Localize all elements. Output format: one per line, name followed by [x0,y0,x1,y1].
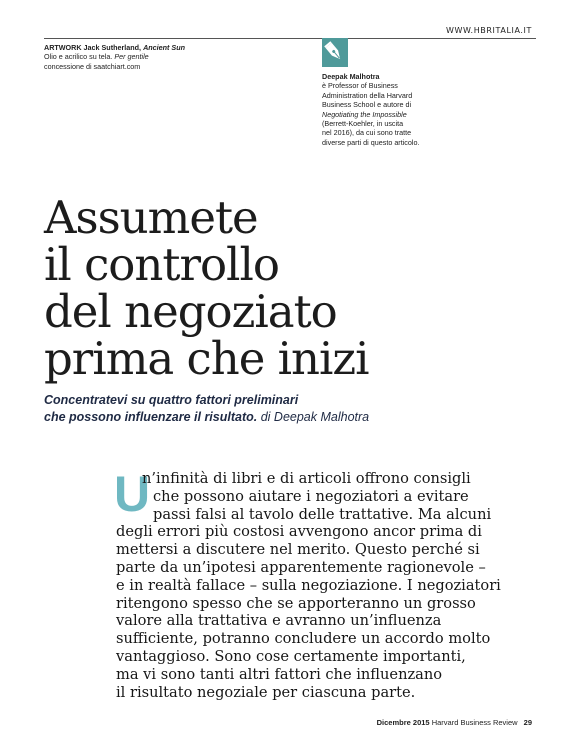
body-line: valore alla trattativa e avranno un’influenza [116,612,442,630]
author-bio-line: è Professor of Business [322,81,398,91]
byline: di Deepak Malhotra [260,410,370,424]
headline-line: prima che inizi [44,332,369,385]
body-line: parte da un’ipotesi apparentemente ragionevole – [116,558,486,576]
author-bio [322,72,472,147]
article-body [114,466,526,701]
credit-title: Ancient Sun [143,43,185,52]
body-line: sufficiente, potranno concludere un accordo molto [116,630,491,648]
author-bio-line: (Berrett-Koehler, in uscita [322,119,404,129]
author-bio-line: diverse parti di questo articolo. [322,137,420,147]
pen-nib-icon [322,38,348,67]
artwork-credit [44,43,244,71]
deck-line: che possono influenzare il risultato. [44,410,258,424]
body-line: degli errori più costosi avvengono ancor prima di [116,523,482,541]
body-line: che possono aiutare i negoziatori a evitare [153,487,469,505]
headline-line: il controllo [44,238,279,291]
deck-line: Concentratevi su quattro fattori preliminari [44,393,299,407]
page-footer [377,718,532,727]
body-line: ma vi sono tanti altri fattori che influenzano [116,665,443,683]
issue-date: Dicembre 2015 [376,718,430,727]
credit-label: ARTWORK [44,43,82,52]
body-line: mettersi a discutere nel merito. Questo perché si [116,541,480,559]
headline-line: del negoziato [44,285,337,338]
credit-courtesy: Per gentile [114,52,149,62]
article-headline [44,191,369,385]
credit-medium: Olio e acrilico su tela. [44,52,113,62]
page-number: 29 [523,718,532,727]
article-deck [44,392,464,426]
author-name: Deepak Malhotra [322,72,380,81]
drop-cap: U [114,466,151,522]
author-bio-line: nel 2016), da cui sono tratte [322,128,412,138]
credit-source: concessione di saatchiart.com [44,61,141,71]
credit-artist: Jack Sutherland, [83,43,142,52]
body-line: passi falsi al tavolo delle trattative. Ma alcuni [153,505,492,523]
site-url[interactable]: WWW.HBRITALIA.IT [445,26,532,35]
top-divider [44,38,536,39]
headline-line: Assumete [44,191,258,244]
author-bio-line: Business School e autore di [322,100,412,110]
body-line: il risultato negoziale per ciascuna parte. [116,683,416,701]
body-line: n’infinità di libri e di articoli offrono consigli [142,470,471,487]
author-bio-line: Administration della Harvard [322,90,413,100]
magazine-name: Harvard Business Review [431,718,518,727]
body-line: vantaggioso. Sono cose certamente importanti, [116,647,466,665]
body-line: e in realtà fallace – sulla negoziazione. I negoziatori [116,576,501,594]
author-book-title: Negotiating the Impossible [322,109,407,119]
body-line: ritengono spesso che se apporteranno un grosso [116,594,476,612]
